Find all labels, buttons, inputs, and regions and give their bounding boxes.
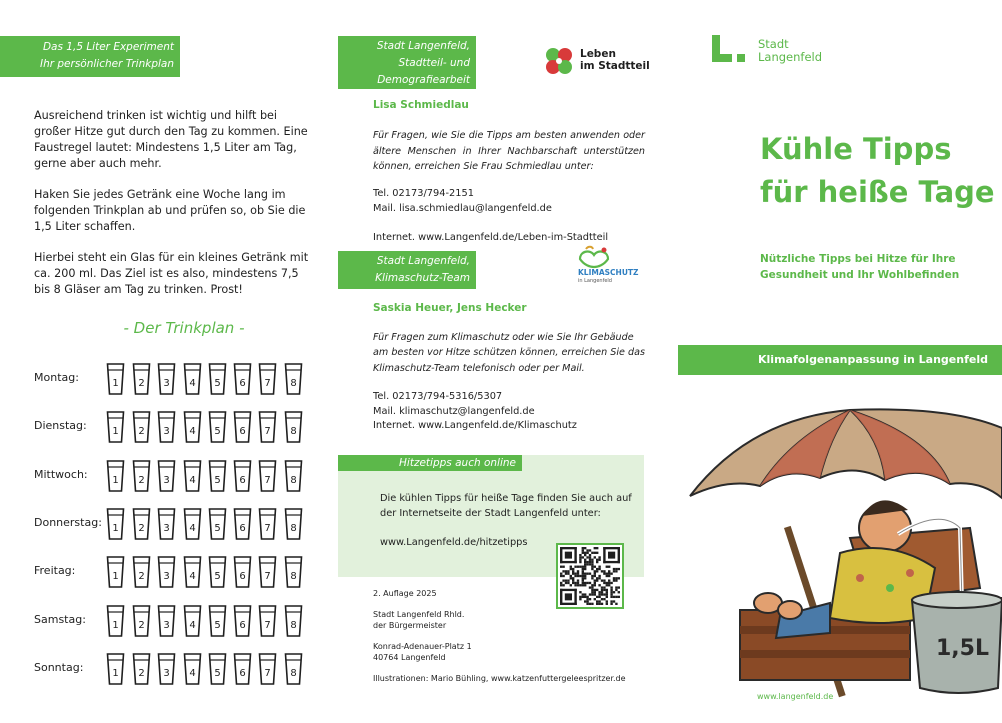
glass-checkbox[interactable] — [132, 507, 151, 541]
day-label: Donnerstag: — [34, 515, 102, 529]
day-row — [34, 459, 324, 497]
day-row — [34, 410, 324, 448]
glass-number: 7 — [264, 378, 271, 389]
glass-number: 4 — [189, 474, 196, 486]
day-label: Dienstag: — [34, 419, 87, 433]
klimaschutz-header-line2: Klimaschutz-Team — [375, 272, 470, 284]
contact-name-klimaschutz: Saskia Heuer, Jens Hecker — [373, 302, 527, 314]
glass-number: 5 — [214, 619, 221, 631]
subtitle-line2: Gesundheit und Ihr Wohlbefinden — [760, 269, 960, 281]
glass-number: 5 — [214, 474, 221, 486]
experiment-header-line1: Das 1,5 Liter Experiment — [42, 41, 174, 53]
glass-number: 7 — [264, 619, 271, 631]
glass-number: 5 — [214, 667, 221, 679]
glass-number: 5 — [214, 426, 221, 438]
glass-checkbox[interactable] — [208, 555, 227, 589]
glass-number: 8 — [290, 571, 297, 583]
logo-stadt: Stadt — [758, 37, 789, 51]
stadtteil-header-line1: Stadt Langenfeld, — [376, 40, 470, 52]
stadtteil-header-line2: Stadtteil- und — [398, 57, 470, 69]
subtitle — [760, 251, 959, 283]
glass-number: 3 — [163, 667, 170, 679]
glass-checkbox[interactable] — [284, 459, 303, 493]
glass-checkbox[interactable] — [233, 410, 252, 444]
day-row — [34, 652, 324, 690]
glass-checkbox[interactable] — [106, 507, 125, 541]
glass-checkbox[interactable] — [157, 507, 176, 541]
glass-checkbox[interactable] — [106, 459, 125, 493]
stadtteil-description: Für Fragen, wie Sie die Tipps am besten anwenden oder ältere Menschen in Ihrer Nachbarschaft unterstützen können, erreichen Sie Frau Schmiedlau unter: — [373, 130, 645, 172]
glass-number: 4 — [189, 426, 196, 438]
glass-checkbox[interactable] — [258, 362, 277, 396]
trinkplan-title: - Der Trinkplan - — [123, 319, 245, 337]
glass-checkbox[interactable] — [208, 507, 227, 541]
intro-paragraph-3: Hierbei steht ein Glas für ein kleines Getränk mit ca. 200 ml. Das Ziel ist es also, mindestens 7,5 bis 8 Gläser am Tag zu trinken. Prost! — [34, 251, 309, 296]
glass-checkbox[interactable] — [258, 507, 277, 541]
logo-langenfeld: Langenfeld — [758, 50, 823, 64]
subtitle-line1: Nützliche Tipps bei Hitze für Ihre — [760, 253, 956, 265]
glass-number: 8 — [290, 667, 297, 679]
glass-number: 2 — [138, 619, 145, 631]
glass-checkbox[interactable] — [157, 459, 176, 493]
contact-name-schmiedlau: Lisa Schmiedlau — [373, 99, 469, 111]
glass-number: 4 — [189, 378, 196, 389]
glass-checkbox[interactable] — [284, 604, 303, 638]
glass-number: 7 — [264, 522, 271, 534]
online-url-link[interactable]: www.Langenfeld.de/hitzetipps — [380, 537, 528, 548]
glass-checkbox[interactable] — [233, 507, 252, 541]
glass-checkbox[interactable] — [106, 410, 125, 444]
glass-checkbox[interactable] — [132, 555, 151, 589]
imprint — [373, 588, 626, 684]
glass-number: 1 — [112, 426, 119, 438]
glass-number: 8 — [290, 426, 297, 438]
glass-number: 1 — [112, 619, 119, 631]
glass-number: 3 — [163, 426, 170, 438]
glass-number: 7 — [264, 426, 271, 438]
glass-number: 8 — [290, 378, 297, 389]
glass-checkbox[interactable] — [132, 410, 151, 444]
glass-checkbox[interactable] — [183, 507, 202, 541]
glass-number: 5 — [214, 378, 221, 389]
day-row — [34, 507, 324, 545]
glass-number: 7 — [264, 667, 271, 679]
klimafolgen-band: Klimafolgenanpassung in Langenfeld — [678, 345, 1002, 375]
glass-checkbox[interactable] — [157, 362, 176, 396]
glass-checkbox[interactable] — [132, 459, 151, 493]
glass-checkbox[interactable] — [183, 410, 202, 444]
glass-number: 8 — [290, 619, 297, 631]
glass-number: 4 — [189, 619, 196, 631]
glass-checkbox[interactable] — [284, 410, 303, 444]
glass-checkbox[interactable] — [208, 410, 227, 444]
glass-checkbox[interactable] — [106, 555, 125, 589]
glass-number: 1 — [112, 522, 119, 534]
intro-text — [34, 108, 314, 313]
klimaschutz-description-line2: am besten vor Hitze schützen können, erreichen Sie das Klimaschutz-Team telefonisch oder per Mail. — [373, 347, 645, 374]
edition: 2. Auflage 2025 — [373, 589, 437, 598]
glass-number: 8 — [290, 522, 297, 534]
glass-checkbox[interactable] — [183, 652, 202, 686]
glass-checkbox[interactable] — [233, 362, 252, 396]
stadtteil-logo-line2: im Stadtteil — [580, 60, 650, 72]
stadt-langenfeld-logo — [712, 35, 832, 67]
glass-number: 6 — [239, 378, 246, 389]
glass-number: 1 — [112, 378, 119, 389]
glass-number: 6 — [239, 522, 246, 534]
glass-checkbox[interactable] — [183, 459, 202, 493]
glass-number: 3 — [163, 522, 170, 534]
glass-checkbox[interactable] — [284, 555, 303, 589]
glass-number: 3 — [163, 619, 170, 631]
day-row — [34, 555, 324, 593]
leben-im-stadtteil-logo — [542, 44, 652, 78]
glass-number: 6 — [239, 571, 246, 583]
langenfeld-l-logo-icon — [712, 35, 748, 65]
glass-checkbox[interactable] — [258, 410, 277, 444]
glass-checkbox[interactable] — [208, 362, 227, 396]
glass-checkbox[interactable] — [183, 555, 202, 589]
glass-checkbox[interactable] — [183, 604, 202, 638]
glass-checkbox[interactable] — [284, 362, 303, 396]
publisher-line1: Stadt Langenfeld Rhld. — [373, 610, 465, 619]
klimaschutz-header-line1: Stadt Langenfeld, — [376, 255, 470, 267]
glass-number: 1 — [112, 667, 119, 679]
glass-checkbox[interactable] — [284, 652, 303, 686]
stadtteil-logo-line1: Leben — [580, 48, 616, 60]
bucket-label: 1,5L — [936, 636, 989, 661]
klimaschutz-logo-line1: KLIMASCHUTZ — [578, 268, 639, 277]
glass-checkbox[interactable] — [258, 459, 277, 493]
intro-paragraph-1: Ausreichend trinken ist wichtig und hilft bei großer Hitze gut durch den Tag zu kommen. Eine Faustregel lautet: Mindestens 1,5 Liter am Tag, gerne aber auch mehr. — [34, 109, 308, 170]
glass-checkbox[interactable] — [208, 459, 227, 493]
glass-number: 2 — [138, 667, 145, 679]
glass-number: 5 — [214, 522, 221, 534]
experiment-header — [0, 36, 180, 77]
klimaschutz-tel: Tel. 02173/794-5316/5307 — [373, 391, 503, 402]
glass-checkbox[interactable] — [157, 410, 176, 444]
glass-checkbox[interactable] — [233, 555, 252, 589]
glass-number: 1 — [112, 571, 119, 583]
glass-number: 3 — [163, 378, 170, 389]
glass-number: 5 — [214, 571, 221, 583]
glass-number: 2 — [138, 426, 145, 438]
glass-number: 7 — [264, 474, 271, 486]
glass-number: 6 — [239, 426, 246, 438]
glass-number: 4 — [189, 667, 196, 679]
glass-checkbox[interactable] — [233, 459, 252, 493]
day-label: Freitag: — [34, 564, 76, 578]
glass-number: 6 — [239, 619, 246, 631]
stadtteil-header — [338, 36, 476, 89]
day-label: Montag: — [34, 371, 79, 384]
stadtteil-tel: Tel. 02173/794-2151 — [373, 188, 474, 199]
day-label: Samstag: — [34, 612, 86, 626]
glass-checkbox[interactable] — [233, 604, 252, 638]
glass-number: 2 — [138, 522, 145, 534]
glass-checkbox[interactable] — [132, 652, 151, 686]
glass-checkbox[interactable] — [183, 362, 202, 396]
glass-number: 2 — [138, 571, 145, 583]
address-line2: 40764 Langenfeld — [373, 653, 446, 662]
glass-checkbox[interactable] — [208, 652, 227, 686]
illustrations-credit: Illustrationen: Mario Bühling, www.katzenfuttergeleespritzer.de — [373, 674, 626, 683]
publisher-line2: der Bürgermeister — [373, 621, 447, 630]
glass-checkbox[interactable] — [106, 604, 125, 638]
klimaschutz-mail-link[interactable]: Mail. klimaschutz@langenfeld.de — [373, 406, 535, 417]
glass-number: 8 — [290, 474, 297, 486]
glass-checkbox[interactable] — [208, 604, 227, 638]
glass-checkbox[interactable] — [157, 652, 176, 686]
klimaschutz-header — [338, 251, 476, 289]
glass-number: 1 — [112, 474, 119, 486]
day-label: Mittwoch: — [34, 467, 88, 481]
online-description: Die kühlen Tipps für heiße Tage finden Sie auch auf der Internetseite der Stadt Langenfeld unter: — [380, 493, 632, 519]
title-line2: für heiße Tage — [760, 175, 995, 209]
glass-number: 7 — [264, 571, 271, 583]
stadtteil-internet-link[interactable]: Internet. www.Langenfeld.de/Leben-im-Stadtteil — [373, 232, 609, 243]
glass-number: 6 — [239, 474, 246, 486]
intro-paragraph-2: Haken Sie jedes Getränk eine Woche lang im folgenden Trinkplan ab und prüfen so, ob Sie die 1,5 Liter schaffen. — [34, 188, 306, 233]
address-line1: Konrad-Adenauer-Platz 1 — [373, 642, 472, 651]
glass-checkbox[interactable] — [284, 507, 303, 541]
glass-checkbox[interactable] — [157, 555, 176, 589]
stadtteil-mail-link[interactable]: Mail. lisa.schmiedlau@langenfeld.de — [373, 203, 552, 214]
glass-checkbox[interactable] — [132, 604, 151, 638]
glass-checkbox[interactable] — [233, 652, 252, 686]
stadtteil-header-line3: Demografiearbeit — [377, 74, 470, 86]
glass-number: 3 — [163, 474, 170, 486]
klimaschutz-description-line1: Für Fragen zum Klimaschutz oder wie Sie Ihr Gebäude — [373, 332, 634, 343]
glass-number: 4 — [189, 522, 196, 534]
parasol-illustration — [680, 388, 1002, 706]
day-label: Sonntag: — [34, 660, 84, 674]
day-row — [34, 604, 324, 642]
glass-checkbox[interactable] — [106, 362, 125, 396]
glass-checkbox[interactable] — [258, 652, 277, 686]
glass-checkbox[interactable] — [258, 555, 277, 589]
footer-url-link[interactable]: www.langenfeld.de — [757, 692, 834, 701]
experiment-header-line2: Ihr persönlicher Trinkplan — [39, 58, 174, 70]
glass-number: 3 — [163, 571, 170, 583]
glass-number: 2 — [138, 378, 145, 389]
glass-checkbox[interactable] — [106, 652, 125, 686]
heart-clover-icon — [542, 44, 576, 78]
title-line1: Kühle Tipps — [760, 132, 952, 166]
day-row — [34, 362, 324, 400]
glass-checkbox[interactable] — [132, 362, 151, 396]
glass-number: 4 — [189, 571, 196, 583]
glass-checkbox[interactable] — [258, 604, 277, 638]
glass-checkbox[interactable] — [157, 604, 176, 638]
leaf-heart-icon — [574, 245, 614, 269]
klimaschutz-internet-link[interactable]: Internet. www.Langenfeld.de/Klimaschutz — [373, 420, 577, 431]
glass-number: 6 — [239, 667, 246, 679]
klimaschutz-logo — [570, 245, 650, 287]
klimaschutz-logo-line2: in Langenfeld — [578, 278, 612, 284]
online-header: Hitzetipps auch online — [338, 455, 522, 471]
glass-number: 2 — [138, 474, 145, 486]
